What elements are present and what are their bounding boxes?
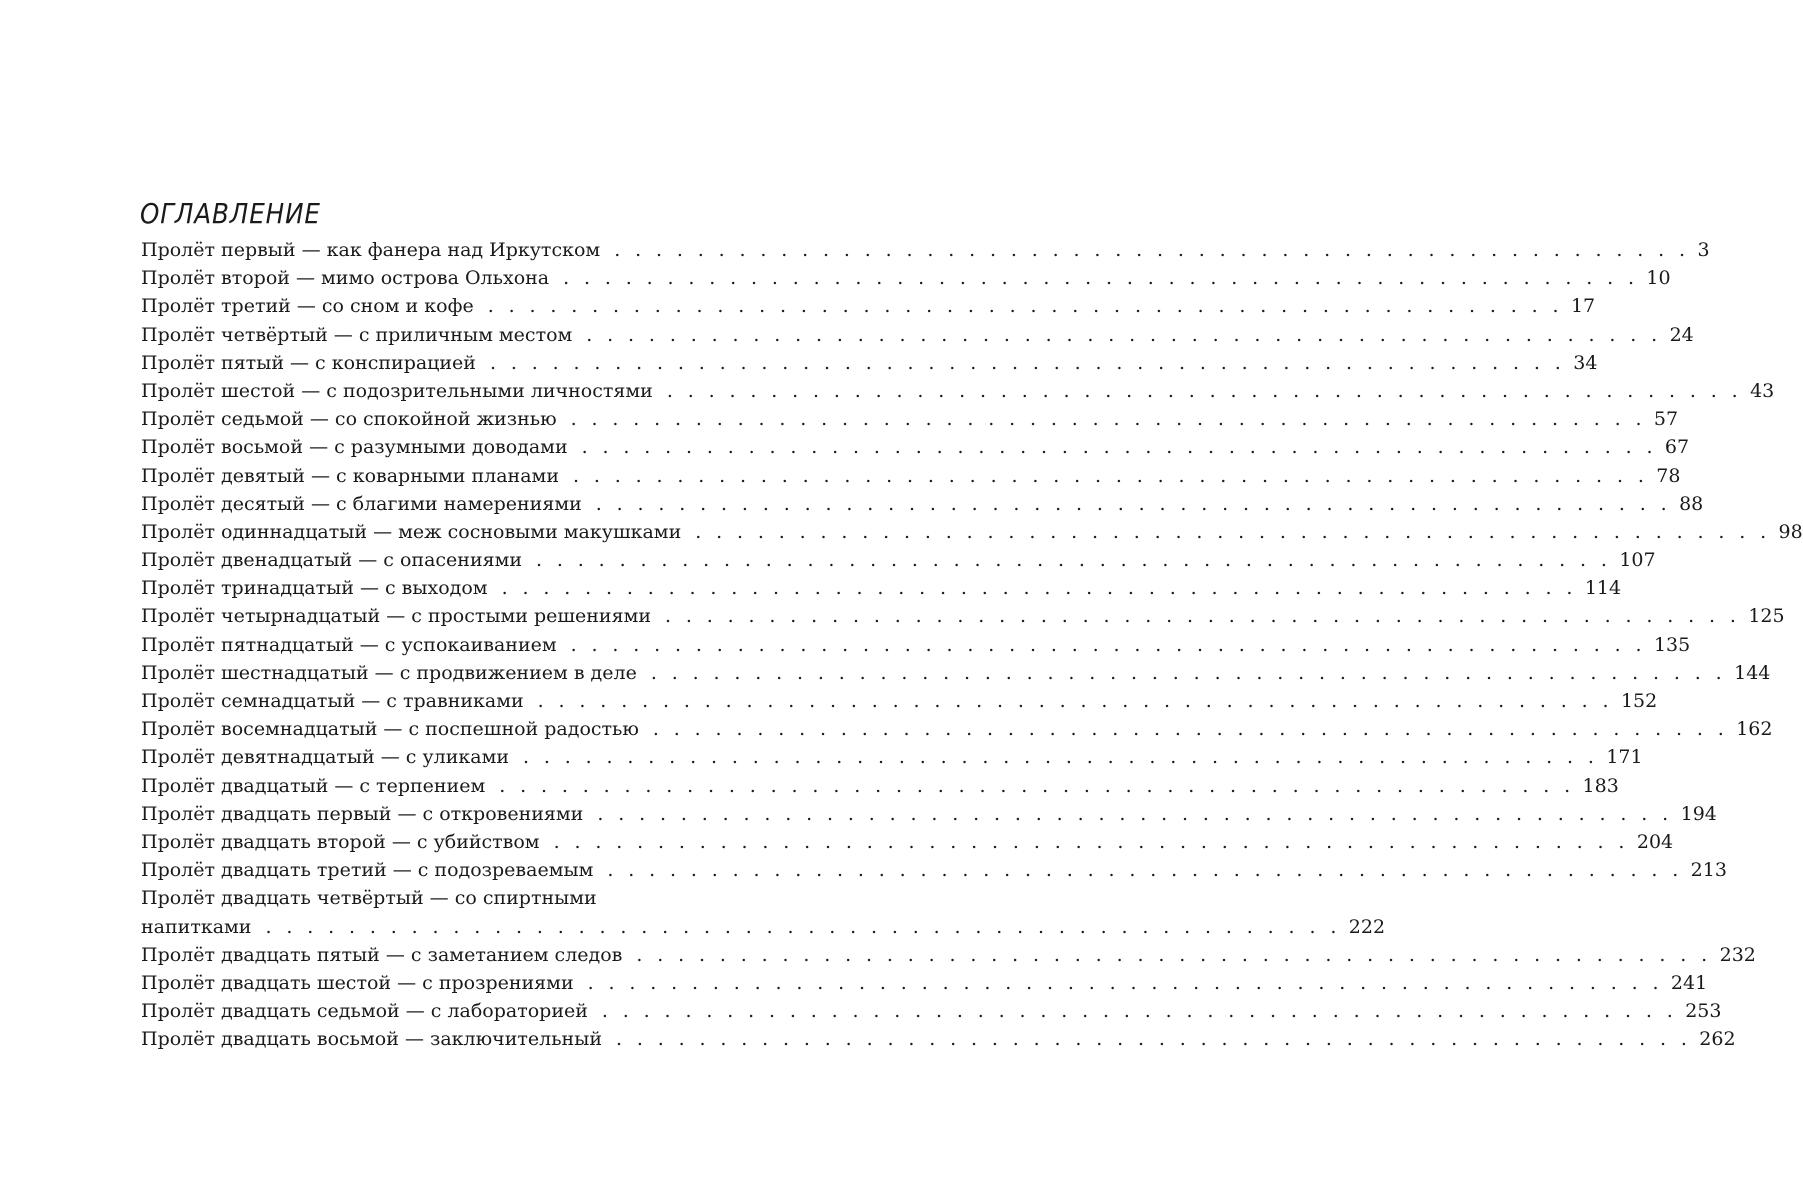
toc-entry-title: Пролёт седьмой — со спокойной жизнью (141, 408, 557, 431)
toc-entry-title: Пролёт шестнадцатый — с продвижением в деле (141, 661, 637, 684)
toc-entry-title: Пролёт двадцать третий — с подозреваемым (141, 859, 594, 882)
toc-entry-title: Пролёт первый — как фанера над Иркутском (141, 239, 601, 261)
toc-entry-title: Пролёт девятнадцатый — с уликами (141, 746, 510, 769)
toc-entry-title: Пролёт девятый — с коварными планами (141, 464, 559, 487)
toc-entry[interactable] (141, 321, 1694, 349)
toc-entry-title: Пролёт шестой — с подозрительными личностями (141, 379, 653, 402)
toc-entry-page-number: 162 (1736, 718, 1773, 741)
toc-entry-page-number: 241 (1670, 971, 1708, 994)
dot-leader: . . . . . . . . . . . . . . . . . . . . . . . . . . . . . . . . . . . . . . . . . . . . . . . . . . . . (607, 859, 1683, 882)
toc-entry-title: Пролёт пятнадцатый — с успокаиванием (141, 633, 557, 656)
toc-entry-title: Пролёт двадцатый — с терпением (141, 774, 486, 797)
dot-leader: . . . . . . . . . . . . . . . . . . . . . . . . . . . . . . . . . . . . . . . . . . . . . . . . . . . . (563, 267, 1639, 290)
toc-entry-title: Пролёт четырнадцатый — с простыми решениями (141, 605, 652, 628)
toc-entry-page-number: 78 (1656, 464, 1681, 487)
toc-entry-title: Пролёт восемнадцатый — с поспешной радостью (141, 718, 639, 741)
dot-leader: . . . . . . . . . . . . . . . . . . . . . . . . . . . . . . . . . . . . . . . . . . . . . . . . . . . . (265, 915, 1341, 938)
page-title: ОГЛАВЛЕНИЕ (140, 196, 321, 230)
toc-entry-page-number: 144 (1734, 661, 1771, 684)
toc-entry[interactable] (141, 800, 1717, 828)
dot-leader: . . . . . . . . . . . . . . . . . . . . . . . . . . . . . . . . . . . . . . . . . . . . . . . . . . . . (581, 436, 1657, 459)
toc-entry-page-number: 152 (1620, 690, 1658, 712)
toc-entry-page-number: 10 (1646, 267, 1671, 290)
toc-entry[interactable] (141, 856, 1727, 884)
toc-entry-title: Пролёт двадцать пятый — с заметанием следов (141, 943, 623, 966)
toc-entry[interactable] (141, 546, 1656, 574)
toc-entry-title: Пролёт семнадцатый — с травниками (141, 690, 524, 712)
toc-entry-page-number: 125 (1748, 605, 1785, 628)
toc-entry-title: Пролёт двадцать второй — с убийством (141, 830, 540, 853)
dot-leader: . . . . . . . . . . . . . . . . . . . . . . . . . . . . . . . . . . . . . . . . . . . . . . . . . . . . (597, 802, 1673, 825)
toc-entry-title: Пролёт двадцать восьмой — заключительный (141, 1028, 603, 1051)
toc-entry-page-number: 222 (1348, 915, 1386, 938)
toc-entry[interactable] (141, 602, 1785, 630)
dot-leader: . . . . . . . . . . . . . . . . . . . . . . . . . . . . . . . . . . . . . . . . . . . . . . . . . . . . (553, 830, 1629, 853)
toc-entry[interactable] (141, 462, 1681, 490)
dot-leader: . . . . . . . . . . . . . . . . . . . . . . . . . . . . . . . . . . . . . . . . . . . . . . . . . . . . (537, 690, 1613, 712)
dot-leader: . . . . . . . . . . . . . . . . . . . . . . . . . . . . . . . . . . . . . . . . . . . . . . . . . . . . (616, 1028, 1692, 1051)
toc-entry-page-number: 107 (1619, 549, 1656, 572)
toc-entry[interactable] (141, 659, 1771, 687)
toc-entry[interactable] (141, 433, 1690, 461)
toc-entry-title: Пролёт двадцать седьмой — с лабораторией (141, 1000, 588, 1023)
toc-entry[interactable] (141, 292, 1596, 320)
dot-leader: . . . . . . . . . . . . . . . . . . . . . . . . . . . . . . . . . . . . . . . . . . . . . . . . . . . . (536, 549, 1612, 572)
toc-entry[interactable] (141, 574, 1622, 602)
toc-entry-page-number: 213 (1690, 859, 1727, 882)
toc-entry-title: Пролёт двадцать первый — с откровениями (141, 802, 584, 825)
dot-leader: . . . . . . . . . . . . . . . . . . . . . . . . . . . . . . . . . . . . . . . . . . . . . . . . . . . . (570, 633, 1646, 656)
toc-entry[interactable] (141, 264, 1671, 292)
toc-entry-page-number: 98 (1778, 520, 1803, 543)
toc-entry-title: Пролёт одиннадцатый — меж сосновыми макушками (141, 520, 682, 543)
toc-entry-page-number: 171 (1606, 746, 1643, 769)
toc-entry[interactable] (141, 772, 1619, 800)
toc-entry[interactable] (141, 715, 1773, 743)
dot-leader: . . . . . . . . . . . . . . . . . . . . . . . . . . . . . . . . . . . . . . . . . . . . . . . . . . . . (501, 577, 1577, 600)
toc-entry-title: Пролёт тринадцатый — с выходом (141, 577, 488, 600)
toc-entry[interactable] (141, 490, 1704, 518)
toc-entry[interactable] (141, 1025, 1736, 1053)
toc-entry-page-number: 34 (1573, 351, 1598, 374)
toc-entry[interactable] (141, 631, 1691, 659)
toc-entry[interactable] (141, 884, 735, 912)
toc-entry[interactable] (141, 236, 1710, 264)
toc-entry-title: Пролёт двадцать четвёртый — со спиртными (141, 887, 597, 910)
toc-entry[interactable] (141, 349, 1598, 377)
toc-entry-page-number: 24 (1669, 323, 1694, 346)
dot-leader: . . . . . . . . . . . . . . . . . . . . . . . . . . . . . . . . . . . . . . . . . . . . . . . . . . . . (586, 323, 1662, 346)
toc-list (141, 236, 1803, 1053)
dot-leader: . . . . . . . . . . . . . . . . . . . . . . . . . . . . . . . . . . . . . . . . . . . . . . . . . . . . (695, 520, 1771, 543)
dot-leader: . . . . . . . . . . . . . . . . . . . . . . . . . . . . . . . . . . . . . . . . . . . . . . . . . . . . (665, 605, 1741, 628)
toc-entry[interactable] (141, 941, 1756, 969)
dot-leader: . . . . . . . . . . . . . . . . . . . . . . . . . . . . . . . . . . . . . . . . . . . . . . . . . . . . (595, 492, 1672, 515)
toc-entry[interactable] (141, 969, 1708, 997)
toc-entry[interactable] (141, 997, 1722, 1025)
toc-entry-page-number: 204 (1636, 830, 1674, 853)
dot-leader: . . . . . . . . . . . . . . . . . . . . . . . . . . . . . . . . . . . . . . . . . . . . . . . . . . . . (650, 661, 1727, 684)
toc-entry[interactable] (141, 405, 1679, 433)
dot-leader: . . . . . . . . . . . . . . . . . . . . . . . . . . . . . . . . . . . . . . . . . . . . . . . . . . . . (652, 718, 1729, 741)
toc-entry-page-number: 67 (1664, 436, 1690, 459)
dot-leader: . . . . . . . . . . . . . . . . . . . . . . . . . . . . . . . . . . . . . . . . . . . . . . . . . . . . (487, 295, 1563, 318)
dot-leader: . . . . . . . . . . . . . . . . . . . . . . . . . . . . . . . . . . . . . . . . . . . . . . . . . . . . (489, 351, 1566, 374)
toc-entry[interactable] (141, 913, 1386, 941)
dot-leader: . . . . . . . . . . . . . . . . . . . . . . . . . . . . . . . . . . . . . . . . . . . . . . . . . . . . (636, 943, 1712, 966)
toc-entry-page-number: 88 (1679, 492, 1704, 515)
toc-entry-page-number: 3 (1697, 239, 1710, 261)
toc-entry-page-number: 57 (1653, 408, 1679, 431)
toc-entry-title: Пролёт четвёртый — с приличным местом (141, 323, 573, 346)
toc-entry-title: Пролёт двенадцатый — с опасениями (141, 549, 523, 572)
toc-entry-page-number: 183 (1582, 774, 1619, 797)
dot-leader: . . . . . . . . . . . . . . . . . . . . . . . . . . . . . . . . . . . . . . . . . . . . . . . . . . . . (570, 408, 1646, 431)
toc-entry-title: Пролёт пятый — с конспирацией (141, 351, 476, 374)
toc-entry[interactable] (141, 377, 1775, 405)
toc-entry-page-number: 17 (1570, 295, 1596, 318)
dot-leader: . . . . . . . . . . . . . . . . . . . . . . . . . . . . . . . . . . . . . . . . . . . . . . . . . . . . (601, 1000, 1678, 1023)
toc-entry-page-number: 135 (1653, 633, 1691, 656)
toc-entry[interactable] (141, 743, 1643, 771)
toc-entry-page-number: 253 (1685, 1000, 1722, 1023)
toc-entry-title: Пролёт двадцать шестой — с прозрениями (141, 971, 574, 994)
dot-leader: . . . . . . . . . . . . . . . . . . . . . . . . . . . . . . . . . . . . . . . . . . . . . . . . . . . . (572, 464, 1649, 487)
toc-entry-page-number: 43 (1750, 379, 1775, 402)
dot-leader: . . . . . . . . . . . . . . . . . . . . . . . . . . . . . . . . . . . . . . . . . . . . . . . . . . . . (499, 774, 1575, 797)
toc-entry[interactable] (141, 828, 1674, 856)
toc-entry-title: Пролёт восьмой — с разумными доводами (141, 436, 568, 459)
toc-entry-page-number: 114 (1584, 577, 1622, 600)
toc-entry-page-number: 232 (1719, 943, 1756, 966)
toc-entry-title: Пролёт десятый — с благими намерениями (141, 492, 582, 515)
toc-entry-page-number: 262 (1699, 1028, 1736, 1051)
dot-leader: . . . . . . . . . . . . . . . . . . . . . . . . . . . . . . . . . . . . . . . . . . . . . . . . . . . . (666, 379, 1743, 402)
toc-entry[interactable] (141, 687, 1658, 715)
toc-entry-page-number: 194 (1680, 802, 1717, 825)
toc-entry-title: Пролёт второй — мимо острова Ольхона (141, 267, 550, 290)
toc-entry-title: Пролёт третий — со сном и кофе (141, 295, 474, 318)
dot-leader: . . . . . . . . . . . . . . . . . . . . . . . . . . . . . . . . . . . . . . . . . . . . . . . . . . . . (587, 971, 1663, 994)
toc-entry[interactable] (141, 518, 1803, 546)
dot-leader: . . . . . . . . . . . . . . . . . . . . . . . . . . . . . . . . . . . . . . . . . . . . . . . . . . . . (523, 746, 1599, 769)
toc-entry-title: напитками (141, 915, 252, 938)
dot-leader: . . . . . . . . . . . . . . . . . . . . . . . . . . . . . . . . . . . . . . . . . . . . . . . . . . . . (614, 239, 1690, 261)
